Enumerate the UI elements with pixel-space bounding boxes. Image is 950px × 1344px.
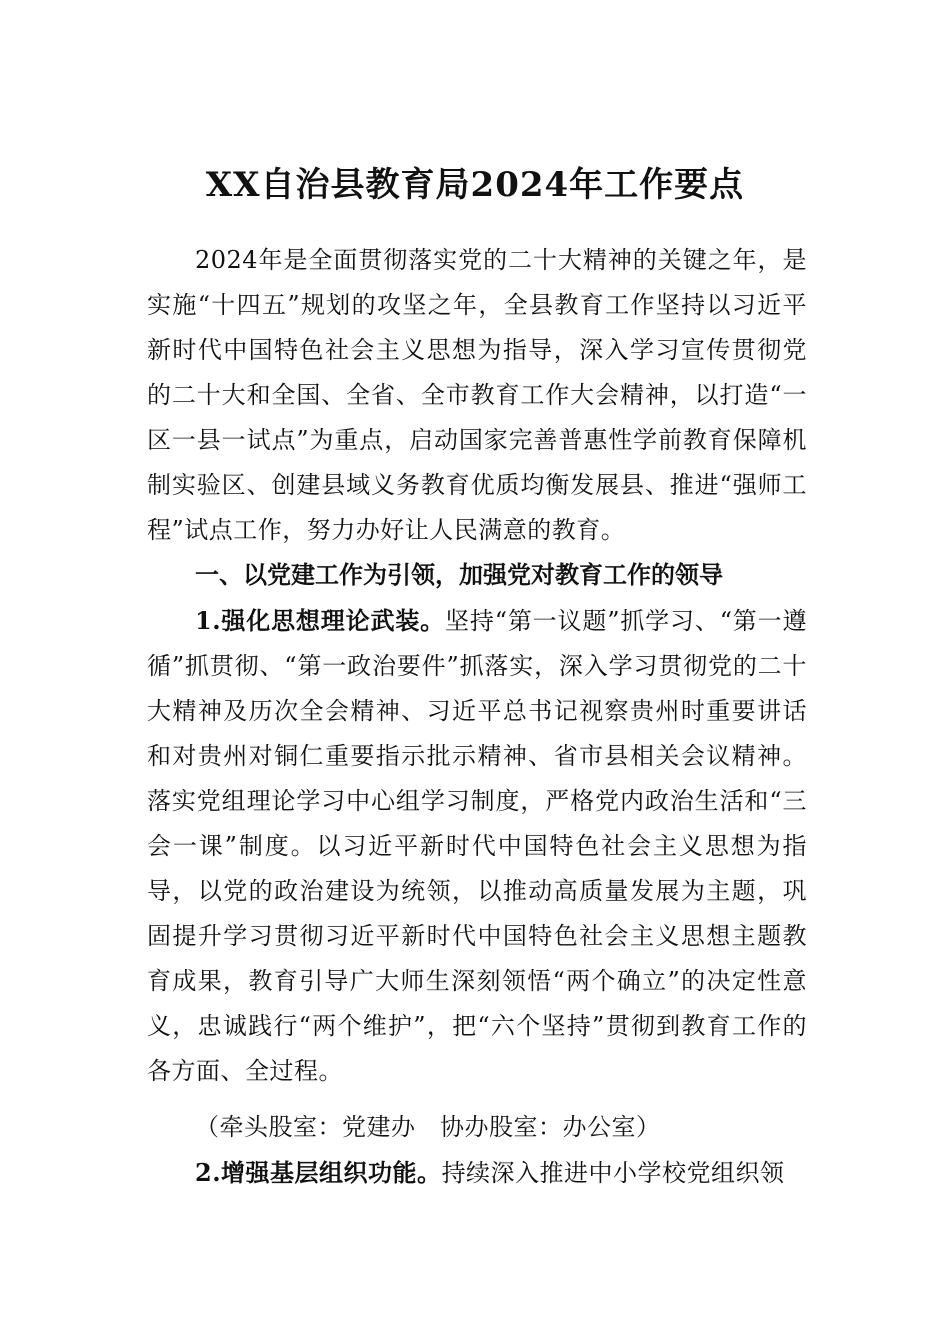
section-heading-1: 一、以党建工作为引领，加强党对教育工作的领导 (195, 561, 723, 589)
item-1-paragraph (147, 598, 807, 1094)
document-title: XX自治县教育局2024年工作要点 (205, 165, 745, 205)
item-2-lead: 2.增强基层组织功能。 (195, 1158, 442, 1187)
item-1-lead: 1.强化思想理论武装。 (195, 606, 446, 635)
intro-paragraph: 2024年是全面贯彻落实党的二十大精神的关键之年，是实施“十四五”规划的攻坚之年，全县教育工作坚持以习近平新时代中国特色社会主义思想为指导，深入学习宣传贯彻党的二十大和全国、全省、全市教育工作大会精神，以打造“一区一县一试点”为重点，启动国家完善普惠性学前教育保障机制实验区、创建县域义务教育优质均衡发展县、推进“强师工程”试点工作，努力办好让人民满意的教育。 (147, 246, 807, 544)
item-2-body: 持续深入推进中小学校党组织领 (441, 1159, 785, 1187)
item-1-note: （牵头股室：党建办 协办股室：办公室） (195, 1113, 661, 1141)
item-2-paragraph (147, 1150, 807, 1196)
item-1-body: 坚持“第一议题”抓学习、“第一遵循”抓贯彻、“第一政治要件”抓落实，深入学习贯彻党的二十大精神及历次全会精神、习近平总书记视察贵州时重要讲话和对贵州对铜仁重要指示批示精神、省市县相关会议精神。落实党组理论学习中心组学习制度，严格党内政治生活和“三会一课”制度。以习近平新时代中国特色社会主义思想为指导，以党的政治建设为统领，以推动高质量发展为主题，巩固提升学习贯彻习近平新时代中国特色社会主义思想主题教育成果，教育引导广大师生深刻领悟“两个确立”的决定性意义，忠诚践行“两个维护”，把“六个坚持”贯彻到教育工作的各方面、全过程。 (147, 607, 807, 1085)
